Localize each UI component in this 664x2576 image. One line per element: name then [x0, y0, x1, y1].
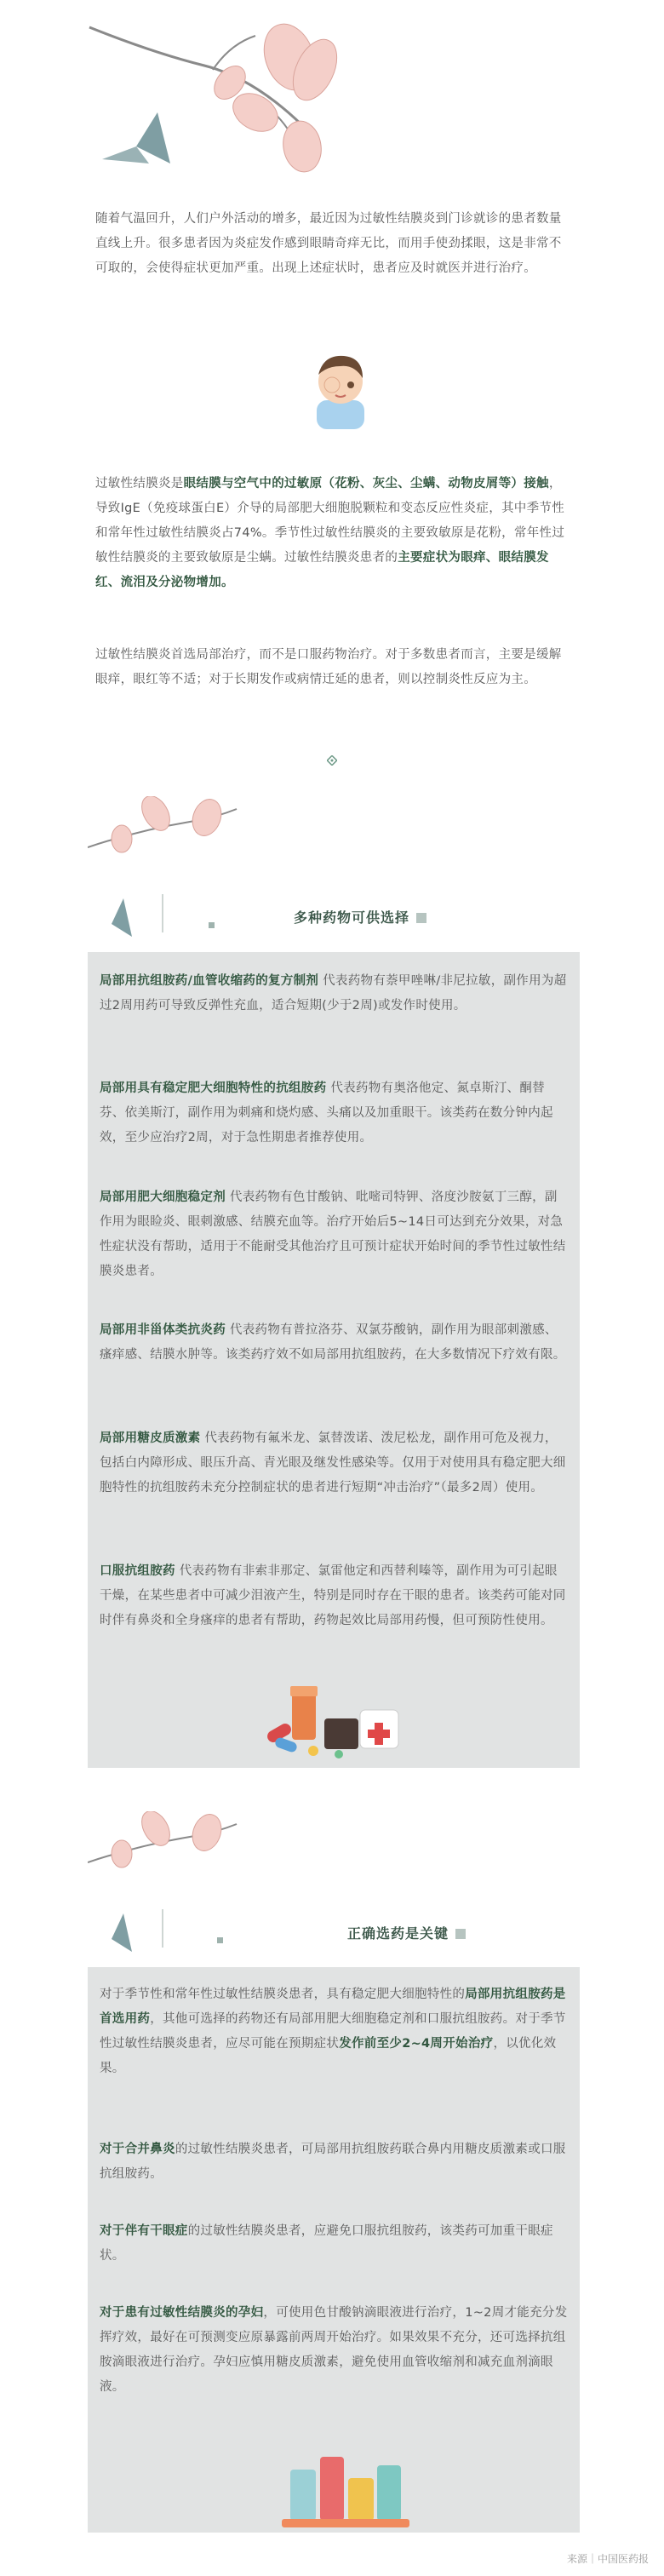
drug-item-3: 局部用肥大细胞稳定剂 代表药物有色甘酸钠、吡嘧司特钾、洛度沙胺氨丁三醇，副作用为眼睑炎、眼刺激感、结膜充血等。治疗开始后5~14日可达到充分效果，对急性症状没有帮助，适用于不能耐受其他治疗且可预计症状开始时间的季节性过敏性结膜炎患者。 [100, 1190, 566, 1278]
intro-paragraph-2: 过敏性结膜炎是眼结膜与空气中的过敏原（花粉、灰尘、尘螨、动物皮屑等）接触，导致IgE（免疫球蛋白E）介导的局部肥大细胞脱颗粒和变态反应性炎症，其中季节性和常年性过敏性结膜炎占74%。季节性过敏性结膜炎的主要致敏原是花粉，常年性过敏性结膜炎的主要致敏原是尘螨。过敏性结膜炎患者的主要症状为眼痒、眼结膜发红、流泪及分泌物增加。 [95, 477, 565, 589]
drug-item-1: 局部用抗组胺药/血管收缩药的复方制剂 代表药物有萘甲唑啉/非尼拉敏，副作用为超过2周用药可导致反弹性充血，适合短期(少于2周)或发作时使用。 [100, 974, 567, 1013]
drug-item-6: 口服抗组胺药 代表药物有非索非那定、氯雷他定和西替利嗪等，副作用为可引起眼干燥，在某些患者中可减少泪液产生，特别是同时存在干眼的患者。该类药可能对同时伴有鼻炎和全身瘙痒的患者有帮助，药物起效比局部用药慢，但可预防性使用。 [100, 1564, 566, 1627]
magnolia-branch-illustration [85, 19, 375, 181]
section2-title: 正确选药是关键 [347, 1923, 466, 1942]
drug-item-2: 局部用具有稳定肥大细胞特性的抗组胺药 代表药物有奥洛他定、氮卓斯汀、酮替芬、依美斯汀，副作用为刺痛和烧灼感、头痛以及加重眼干。该类药在数分钟内起效，至少应治疗2周，对于急性期患者推荐使用。 [100, 1081, 553, 1145]
diamond-divider-icon [327, 755, 337, 766]
drug-item-5: 局部用糖皮质激素 代表药物有氟米龙、氯替泼诺、泼尼松龙，副作用可危及视力，包括白内障形成、眼压升高、青光眼及继发性感染等。仅用于对使用具有稳定肥大细胞特性的抗组胺药未充分控制症状的患者进行短期“冲击治疗”（最多2周）使用。 [100, 1431, 566, 1495]
medicine-bottles-illustration [258, 1684, 411, 1761]
source-footer: 来源｜中国医药报 [566, 2553, 649, 2565]
intro-paragraph-3: 过敏性结膜炎首选局部治疗，而不是口服药物治疗。对于多数患者而言，主要是缓解眼痒，眼红等不适；对于长期发作或病情迁延的患者，则以控制炎性反应为主。 [95, 648, 562, 686]
boy-rubbing-eyes-illustration [306, 347, 375, 429]
medicine-bottles-illustration [282, 2453, 409, 2529]
tip-item-1: 对于季节性和常年性过敏性结膜炎患者，具有稳定肥大细胞特性的局部用抗组胺药是首选用药，其他可选择的药物还有局部用肥大细胞稳定剂和口服抗组胺药。对于季节性过敏性结膜炎患者，应尽可能在预期症状发作前至少2~4周开始治疗，以优化效果。 [100, 1988, 566, 2075]
intro-paragraph-1: 随着气温回升，人们户外活动的增多，最近因为过敏性结膜炎到门诊就诊的患者数量直线上升。很多患者因为炎症发作感到眼睛奇痒无比，而用手使劲揉眼，这是非常不可取的，会使得症状更加严重。出现上述症状时，患者应及时就医并进行治疗。 [95, 212, 562, 275]
section2-card [88, 1967, 580, 2533]
section1-title: 多种药物可供选择 [294, 907, 426, 927]
title-square-icon [416, 913, 426, 923]
section1-branch-illustration [88, 796, 241, 941]
title-square-icon [455, 1929, 466, 1939]
drug-item-4: 局部用非甾体类抗炎药 代表药物有普拉洛芬、双氯芬酸钠，副作用为眼部刺激感、瘙痒感、结膜水肿等。该类药疗效不如局部用抗组胺药，在大多数情况下疗效有限。 [100, 1323, 566, 1362]
tip-item-3: 对于伴有干眼症的过敏性结膜炎患者，应避免口服抗组胺药，该类药可加重干眼症状。 [100, 2224, 553, 2263]
tip-item-2: 对于合并鼻炎的过敏性结膜炎患者，可局部用抗组胺药联合鼻内用糖皮质激素或口服抗组胺药。 [100, 2143, 566, 2181]
tip-item-4: 对于患有过敏性结膜炎的孕妇，可使用色甘酸钠滴眼液进行治疗，1~2周才能充分发挥疗效，最好在可预测变应原暴露前两周开始治疗。如果效果不充分，还可选择抗组胺滴眼液进行治疗。孕妇应慎用糖皮质激素，避免使用血管收缩剂和减充血剂滴眼液。 [100, 2306, 568, 2394]
section1-card [88, 952, 580, 1768]
section2-branch-illustration [88, 1811, 241, 1956]
